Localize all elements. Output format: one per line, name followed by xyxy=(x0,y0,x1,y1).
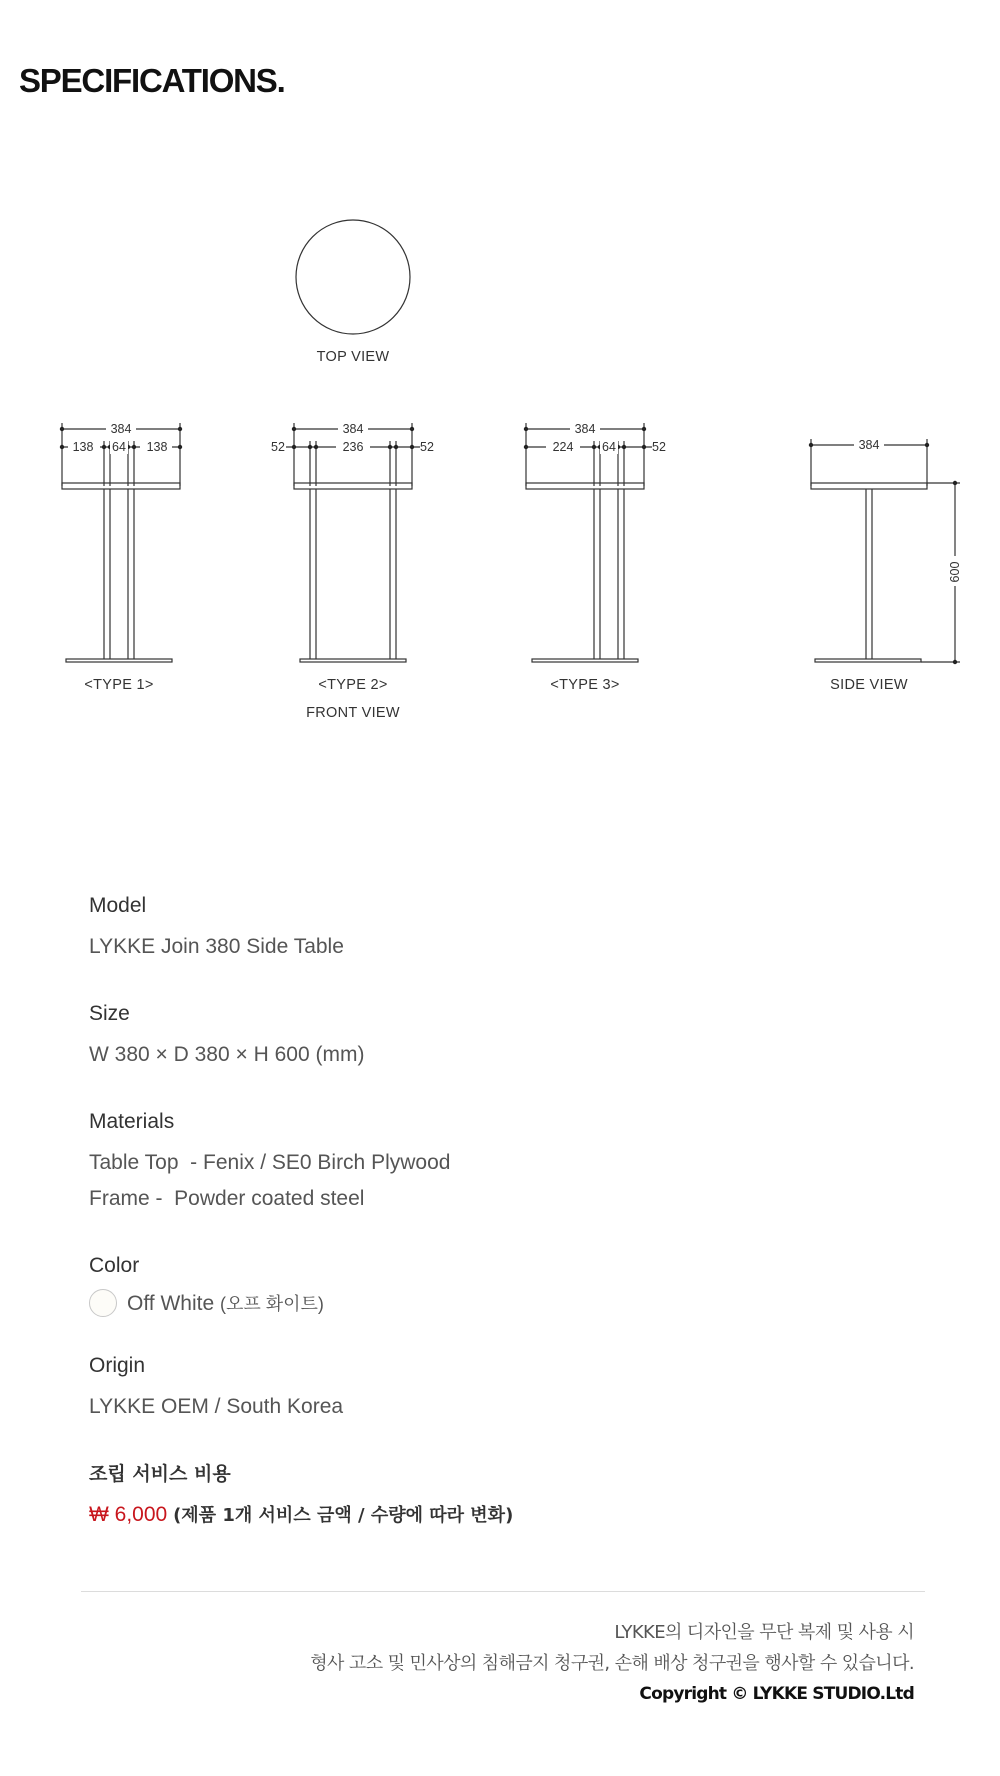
footer-divider xyxy=(81,1591,925,1592)
side-width-dim: 384 xyxy=(858,438,880,452)
top-view-label: TOP VIEW xyxy=(316,349,390,365)
notice-line-1: LYKKE의 디자인을 무단 복제 및 사용 시 xyxy=(614,1622,914,1643)
type3-drawing xyxy=(526,423,652,662)
assembly-price-note: (제품 1개 서비스 금액 / 수량에 따라 변화) xyxy=(173,1505,514,1526)
color-label: Color xyxy=(89,1254,140,1277)
page-title: SPECIFICATIONS. xyxy=(19,62,285,99)
type3-seg2-dim: 64 xyxy=(602,440,616,454)
type1-width-dim: 384 xyxy=(110,422,132,436)
size-label: Size xyxy=(89,1002,130,1025)
materials-frame: Frame - Powder coated steel xyxy=(89,1187,365,1210)
type2-width-dim: 384 xyxy=(342,422,364,436)
color-swatch[interactable] xyxy=(89,1289,117,1317)
side-view-label: SIDE VIEW xyxy=(830,677,908,693)
model-value: LYKKE Join 380 Side Table xyxy=(89,935,344,958)
color-name xyxy=(127,1290,324,1316)
type2-seg2-dim: 236 xyxy=(342,440,364,454)
color-option[interactable] xyxy=(89,1289,889,1317)
side-height-dim: 600 xyxy=(948,561,962,583)
assembly-label: 조립 서비스 비용 xyxy=(89,1463,231,1485)
spec-color xyxy=(89,1253,889,1317)
type3-seg1-dim: 224 xyxy=(552,440,574,454)
origin-label: Origin xyxy=(89,1354,146,1377)
top-view-circle xyxy=(296,220,410,334)
spec-origin xyxy=(89,1353,889,1425)
type1-seg3-dim: 138 xyxy=(146,440,168,454)
copyright-notice xyxy=(310,1617,914,1710)
notice-line-2: 형사 고소 및 민사상의 침해금지 청구권, 손해 배상 청구권을 행사할 수 있습니다. xyxy=(310,1653,914,1674)
type1-seg1-dim: 138 xyxy=(72,440,94,454)
materials-label: Materials xyxy=(89,1110,175,1133)
spec-size xyxy=(89,1001,889,1073)
color-name-ko: (오프 화이트) xyxy=(219,1294,324,1314)
type2-seg1-dim: 52 xyxy=(271,440,285,454)
assembly-price-amount: ₩ 6,000 xyxy=(89,1503,168,1526)
spec-model xyxy=(89,893,889,965)
type3-seg3-dim: 52 xyxy=(652,440,666,454)
front-view-label: FRONT VIEW xyxy=(306,705,400,721)
model-label: Model xyxy=(89,894,147,917)
type1-drawing xyxy=(62,423,180,662)
type2-label: <TYPE 2> xyxy=(318,677,388,693)
type3-width-dim: 384 xyxy=(574,422,596,436)
spec-list xyxy=(89,893,889,1570)
specification-drawing xyxy=(0,200,1000,740)
type2-seg3-dim: 52 xyxy=(420,440,434,454)
type2-drawing xyxy=(286,423,420,662)
side-view-drawing xyxy=(811,439,960,662)
size-value: W 380 × D 380 × H 600 (mm) xyxy=(89,1043,365,1066)
copyright-text: Copyright © LYKKE STUDIO.Ltd xyxy=(639,1684,914,1704)
type1-seg2-dim: 64 xyxy=(112,440,126,454)
materials-top: Table Top - Fenix / SE0 Birch Plywood xyxy=(89,1151,451,1174)
spec-assembly xyxy=(89,1461,889,1534)
assembly-price xyxy=(89,1497,889,1534)
spec-materials xyxy=(89,1109,889,1217)
type3-label: <TYPE 3> xyxy=(550,677,620,693)
origin-value: LYKKE OEM / South Korea xyxy=(89,1395,344,1418)
color-name-en: Off White xyxy=(127,1292,215,1315)
type1-label: <TYPE 1> xyxy=(84,677,154,693)
